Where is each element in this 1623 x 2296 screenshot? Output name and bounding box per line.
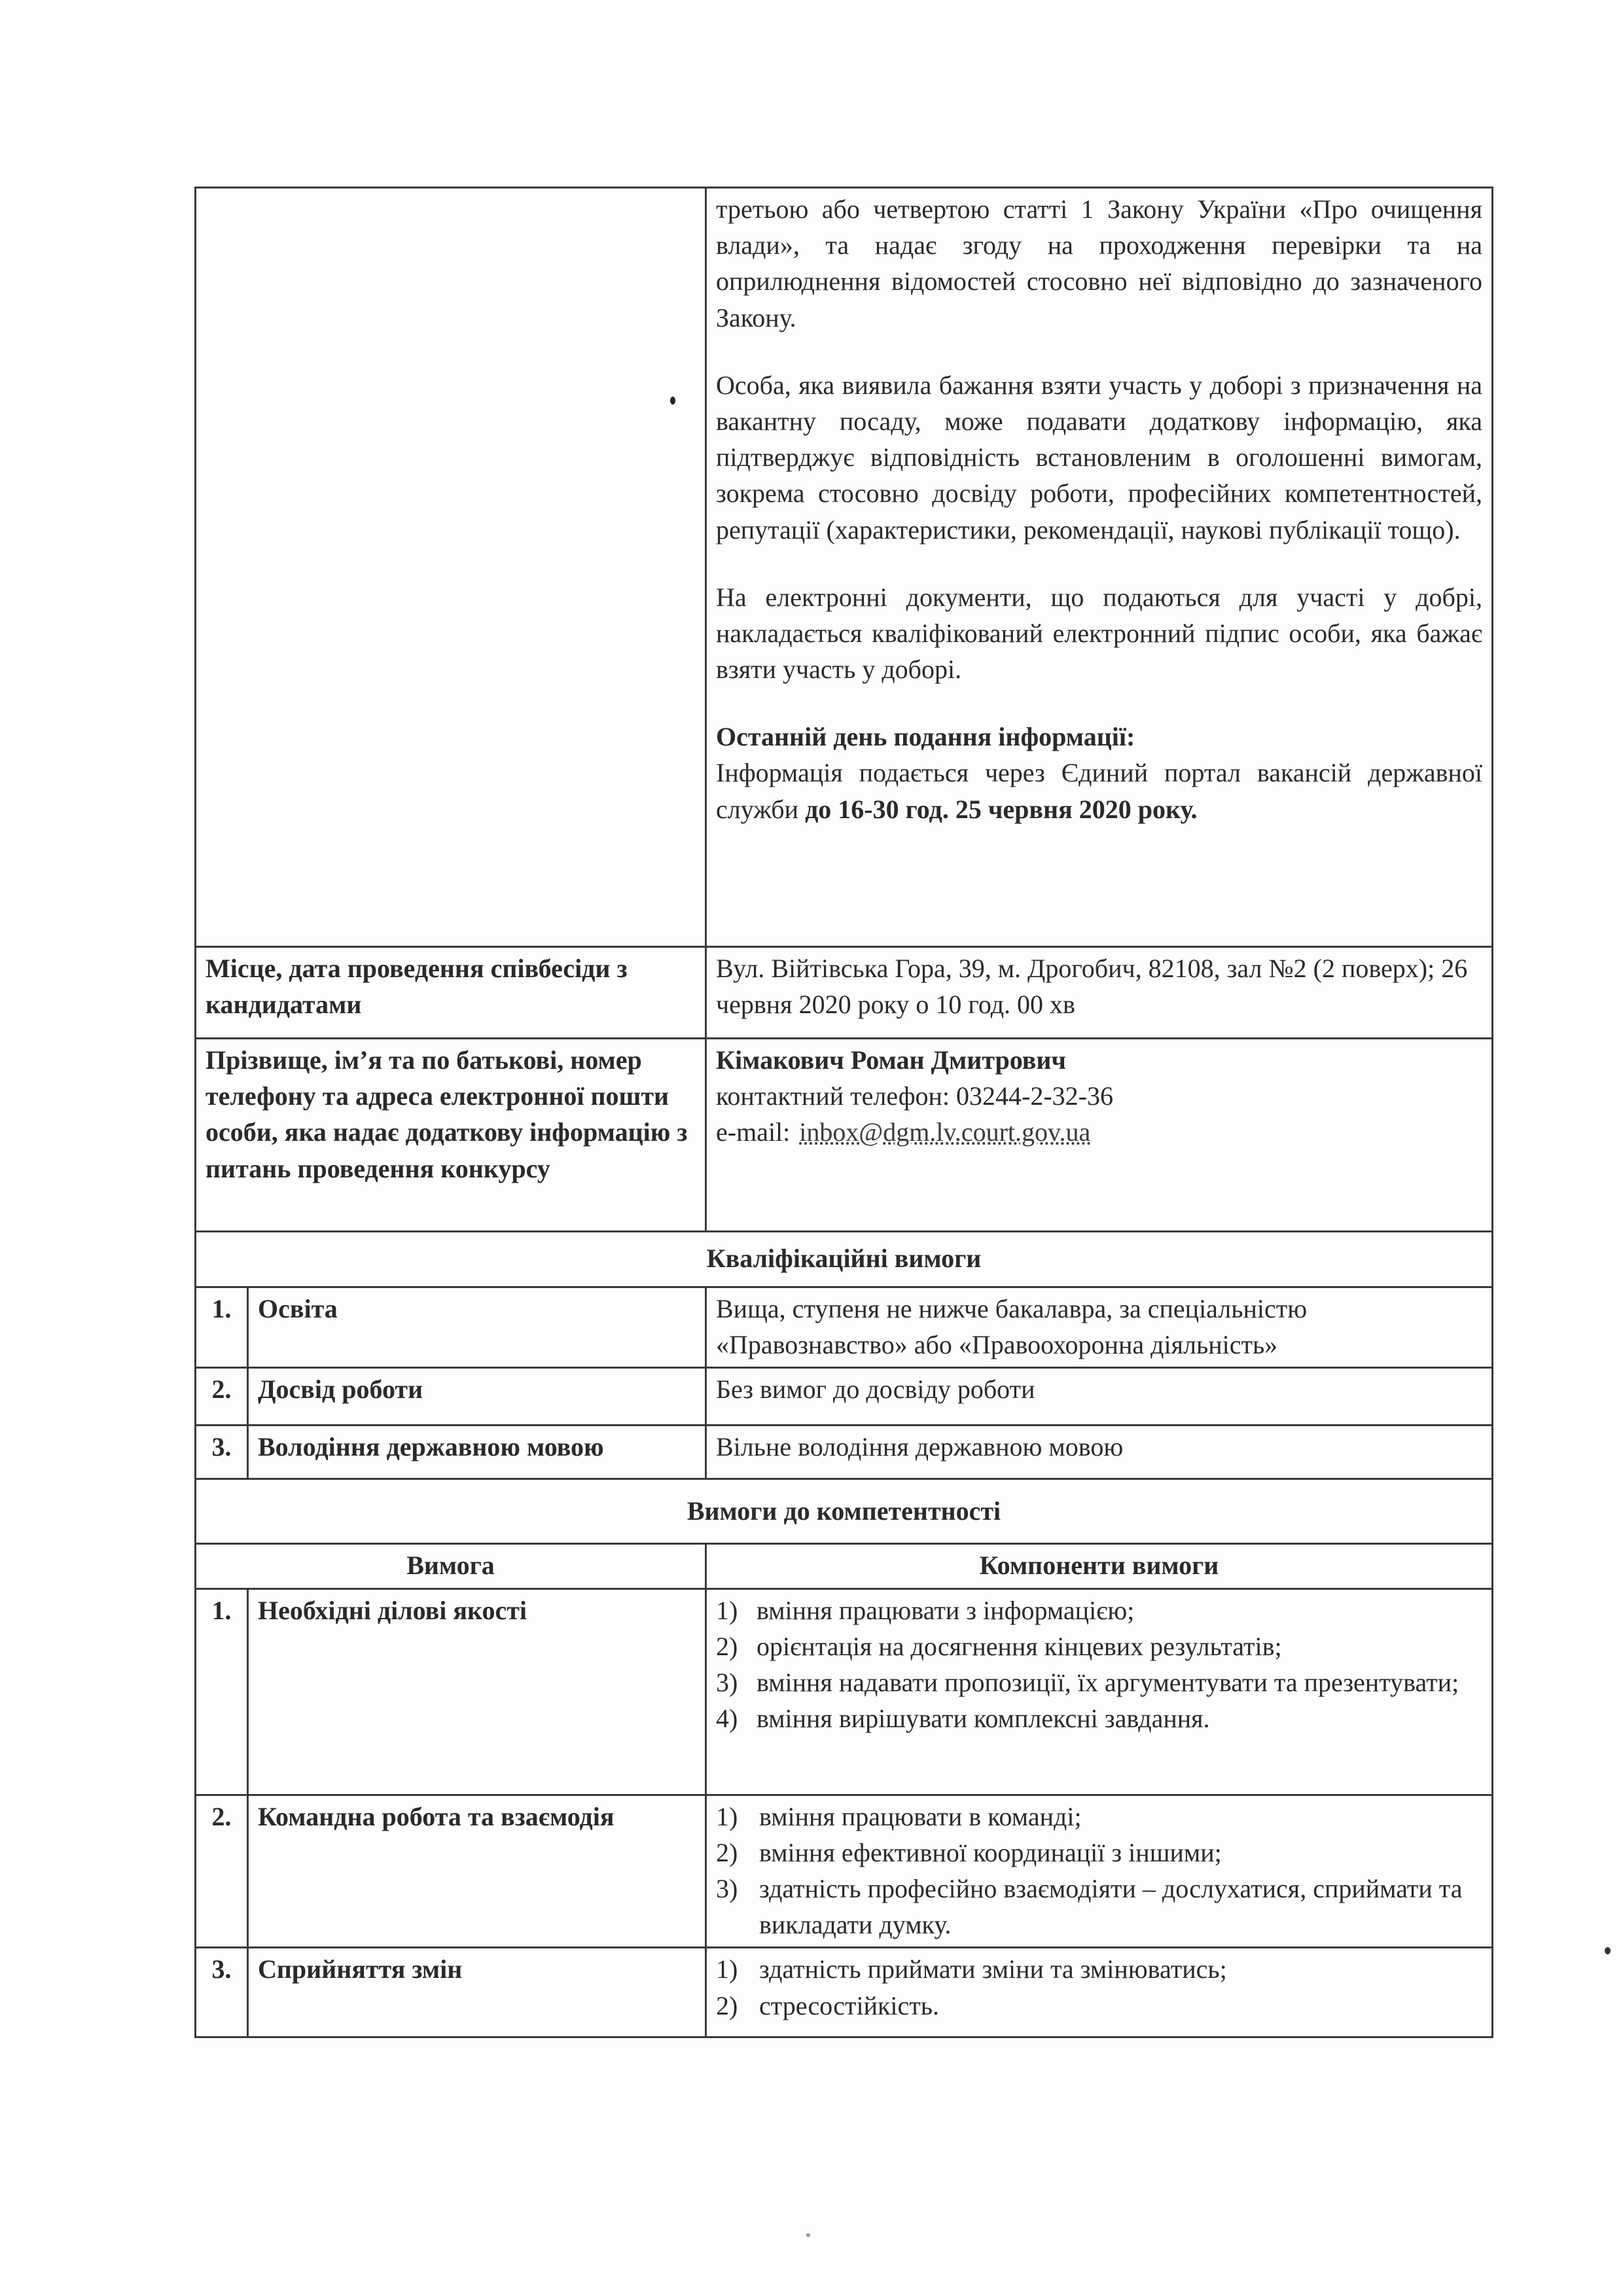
list-item — [716, 1871, 1482, 1943]
list-item-text: орієнтація на досягнення кінцевих результатів; — [757, 1631, 1282, 1661]
row-number: 1. — [196, 1588, 248, 1795]
list-marker: 2) — [716, 1837, 738, 1867]
competence-row — [196, 1795, 1493, 1948]
row-number: 3. — [196, 1948, 248, 2037]
competence-label: Командна робота та взаємодія — [248, 1795, 706, 1948]
list-item — [716, 1988, 1482, 2024]
row-number: 2. — [196, 1368, 248, 1426]
qualification-row — [196, 1287, 1493, 1368]
qualification-header-row — [196, 1232, 1493, 1287]
qualification-row — [196, 1368, 1493, 1426]
contact-name: Кімакович Роман Дмитрович — [716, 1045, 1066, 1075]
list-item-text: вміння працювати в команді; — [759, 1801, 1082, 1831]
list-item-text: вміння працювати з інформацією; — [757, 1595, 1135, 1625]
competence-title: Вимоги до компетентності — [196, 1479, 1493, 1544]
list-item — [716, 1592, 1482, 1628]
paragraph-e-signature: На електронні документи, що подаються для участі у добрі, накладається кваліфікований електронний підпис особи, яка бажає взяти участь у доборі. — [716, 582, 1482, 685]
qualification-value: Вільне володіння державною мовою — [706, 1426, 1493, 1479]
components-list — [716, 1951, 1482, 2023]
row-number: 2. — [196, 1795, 248, 1948]
list-marker: 1) — [716, 1595, 738, 1625]
list-item-text: вміння ефективної координації з іншими; — [759, 1837, 1222, 1867]
paragraph-additional-info: Особа, яка виявила бажання взяти участь у доборі з призначення на вакантну посаду, може подавати додаткову інформацію, яка підтверджує відповідність встановленим в оголошенні вимогам, зокрема стосовно досвіду роботи, професійних компетентностей, репутації (характеристики, рекомендації, наукові публікації тощо). — [716, 370, 1482, 545]
contact-row — [196, 1039, 1493, 1232]
components-list — [716, 1592, 1482, 1737]
interview-label: Місце, дата проведення співбесіди з кандидатами — [196, 947, 706, 1039]
deadline-title: Останній день подання інформації: — [716, 722, 1135, 752]
list-marker: 1) — [716, 1801, 738, 1831]
scan-speck — [1605, 1947, 1611, 1954]
column-header-requirement: Вимога — [196, 1544, 706, 1588]
interview-row — [196, 947, 1493, 1039]
continuation-label-cell — [196, 188, 706, 947]
email-link[interactable]: inbox@dgm.lv.court.gov.ua — [799, 1117, 1091, 1147]
list-item — [716, 1951, 1482, 1987]
contact-label: Прізвище, ім’я та по батькові, номер телефону та адреса електронної пошти особи, яка надає додаткову інформацію з питань проведення конкурсу — [196, 1039, 706, 1232]
interview-value: Вул. Війтівська Гора, 39, м. Дрогобич, 82108, зал №2 (2 поверх); 26 червня 2020 року о 10 год. 00 хв — [706, 947, 1493, 1039]
competence-components — [706, 1795, 1493, 1948]
contact-phone: контактний телефон: 03244-2-32-36 — [716, 1081, 1113, 1111]
contact-value — [706, 1039, 1493, 1232]
list-item — [716, 1664, 1482, 1700]
qualification-title: Кваліфікаційні вимоги — [196, 1232, 1493, 1287]
row-number: 1. — [196, 1287, 248, 1368]
competence-components — [706, 1588, 1493, 1795]
list-marker: 1) — [716, 1954, 738, 1984]
email-label: e-mail: — [716, 1117, 791, 1147]
competence-label: Необхідні ділові якості — [248, 1588, 706, 1795]
competence-header-row — [196, 1479, 1493, 1544]
list-item-text: здатність професійно взаємодіяти – дослухатися, сприймати та викладати думку. — [759, 1873, 1463, 1940]
list-marker: 4) — [716, 1704, 738, 1734]
competition-table — [194, 187, 1493, 2038]
deadline-date: до 16-30 год. 25 червня 2020 року. — [805, 794, 1198, 824]
qualification-row — [196, 1426, 1493, 1479]
list-item-text: вміння вирішувати комплексні завдання. — [757, 1704, 1210, 1734]
continuation-value-cell — [706, 188, 1493, 947]
continuation-row — [196, 188, 1493, 947]
list-item — [716, 1835, 1482, 1871]
column-header-components: Компоненти вимоги — [706, 1544, 1493, 1588]
qualification-label: Освіта — [248, 1287, 706, 1368]
deadline-text: Інформація подається через Єдиний портал вакансій державної служби — [716, 758, 1482, 824]
list-item — [716, 1628, 1482, 1664]
list-marker: 2) — [716, 1990, 738, 2020]
competence-components — [706, 1948, 1493, 2037]
competence-label: Сприйняття змін — [248, 1948, 706, 2037]
list-item — [716, 1700, 1482, 1736]
qualification-value: Вища, ступеня не нижче бакалавра, за спеціальністю «Правознавство» або «Правоохоронна діяльність» — [706, 1287, 1493, 1368]
list-item-text: вміння надавати пропозиції, їх аргументувати та презентувати; — [757, 1667, 1459, 1697]
deadline-block — [716, 719, 1482, 827]
row-number: 3. — [196, 1426, 248, 1479]
list-marker: 3) — [716, 1667, 738, 1697]
competence-row — [196, 1948, 1493, 2037]
qualification-label: Досвід роботи — [248, 1368, 706, 1426]
list-item-text: здатність приймати зміни та змінюватись; — [759, 1954, 1227, 1984]
scan-speck — [806, 2233, 810, 2237]
competence-columns-row — [196, 1544, 1493, 1588]
qualification-value: Без вимог до досвіду роботи — [706, 1368, 1493, 1426]
paragraph-lustration: третьою або четвертою статті 1 Закону України «Про очищення влади», та надає згоду на проходження перевірки та на оприлюднення відомостей стосовно неї відповідно до зазначеного Закону. — [716, 194, 1482, 332]
contact-email-line — [716, 1114, 1482, 1150]
qualification-label: Володіння державною мовою — [248, 1426, 706, 1479]
list-item-text: стресостійкість. — [759, 1990, 939, 2020]
list-item — [716, 1799, 1482, 1835]
list-marker: 3) — [716, 1873, 738, 1903]
list-marker: 2) — [716, 1631, 738, 1661]
competence-row — [196, 1588, 1493, 1795]
components-list — [716, 1799, 1482, 1943]
